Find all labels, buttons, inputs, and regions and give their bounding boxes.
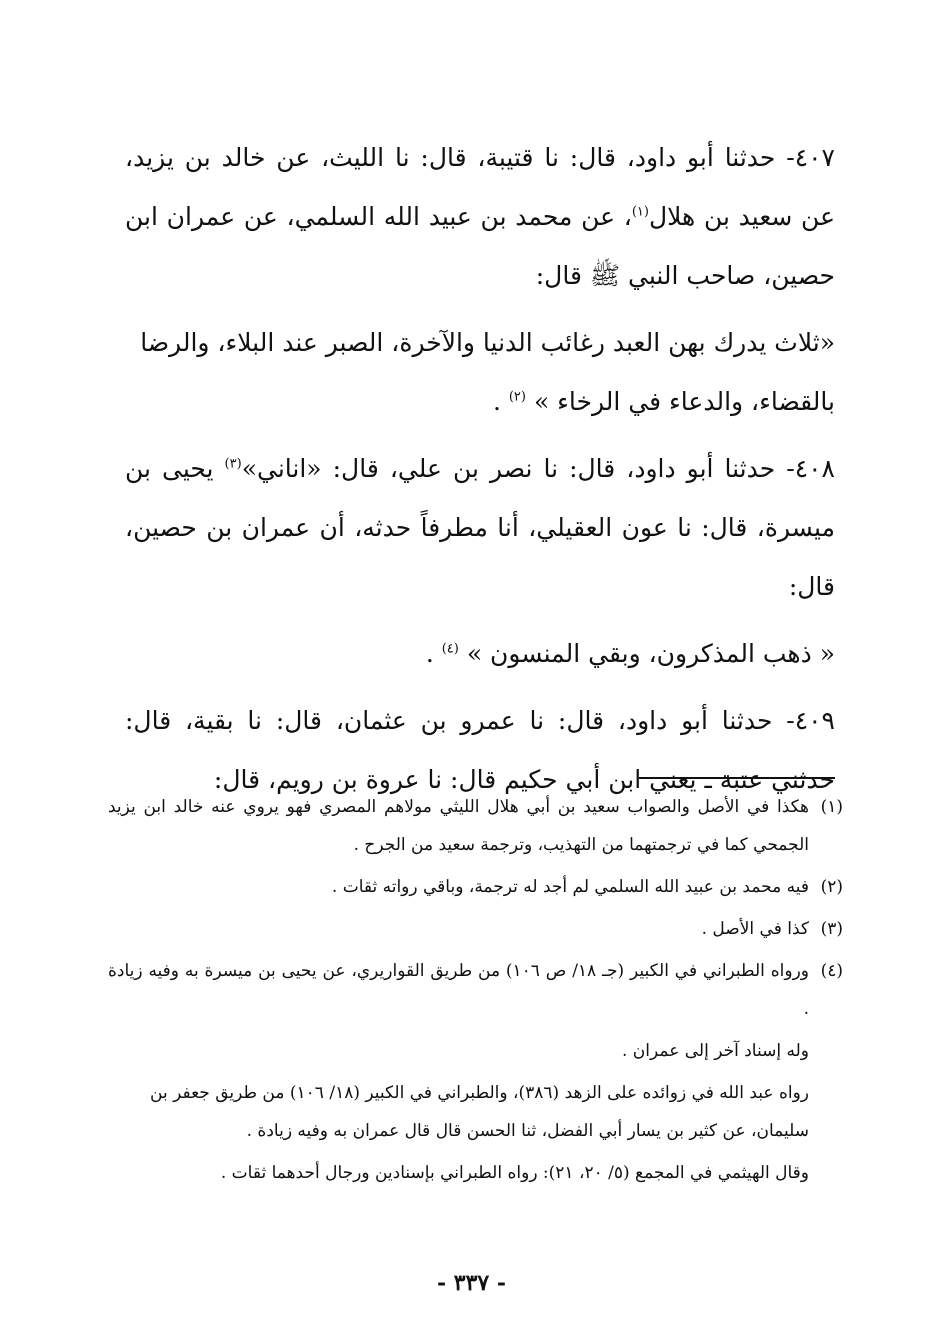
footnote-ref-4: (٤) xyxy=(441,641,459,657)
footnote-number: (٣) xyxy=(820,919,843,939)
hadith-408-quote: « ذهب المذكرون، وبقي المنسون » $^{(٤)}$ . xyxy=(425,639,835,668)
footnote-continuation: وقال الهيثمي في المجمع (٥/ ٢٠، ٢١): رواه الطبراني بإسنادين ورجال أحدهما ثقات . xyxy=(220,1163,809,1183)
hadith-407-quote: «ثلاث يدرك بهن العبد رغائب الدنيا والآخرة، الصبر عند البلاء، والرضا بالقضاء، والدعاء في الرخاء » $^{(٢)}$ . xyxy=(140,328,835,416)
footnote-ref-2: (٢) xyxy=(508,389,526,405)
footnote-3 xyxy=(108,910,843,948)
footnote-ref-1: (١) xyxy=(631,204,649,220)
footnotes xyxy=(108,788,843,1196)
hadith-407: ٤٠٧- حدثنا أبو داود، قال: نا قتيبة، قال: نا الليث، عن خالد بن يزيد، عن سعيد بن هلال$^{(١)}$، عن محمد بن عبيد الله السلمي، عن عمران ابن حصين، صاحب النبي ﷺ قال: xyxy=(125,143,836,290)
hadith-408: ٤٠٨- حدثنا أبو داود، قال: نا نصر بن علي، قال: «اناني»$^{(٣)}$ يحيى بن ميسرة، قال: نا عون العقيلي، أنا مطرفاً حدثه، أن عمران بن حصين، قال: xyxy=(125,454,835,601)
main-text xyxy=(125,128,835,817)
footnote-text: ورواه الطبراني في الكبير (جـ ١٨/ ص ١٠٦) من طريق القواريري، عن يحيى بن ميسرة به وفيه زيادة . xyxy=(108,961,809,1019)
footnote-continuation: وله إسناد آخر إلى عمران . xyxy=(621,1041,809,1061)
footnote-number: (٢) xyxy=(820,877,843,897)
footnote-1 xyxy=(108,788,843,864)
footnote-continuation: رواه عبد الله في زوائده على الزهد (٣٨٦)، والطبراني في الكبير (١٨/ ١٠٦) من طريق جعفر بن سليمان، عن كثير بن يسار أبي الفضل، ثنا الحسن قال قال عمران به وفيه زيادة . xyxy=(150,1083,809,1141)
footnote-4 xyxy=(108,952,843,1028)
footnote-number: (٤) xyxy=(820,961,843,981)
footnote-text: كذا في الأصل . xyxy=(701,919,809,939)
footnote-ref-3: (٣) xyxy=(224,456,242,472)
footnote-number: (١) xyxy=(820,797,843,817)
footnote-divider xyxy=(639,777,835,779)
page-number: - ٣٣٧ - xyxy=(436,1270,507,1296)
hadith-409: ٤٠٩- حدثنا أبو داود، قال: نا عمرو بن عثمان، قال: نا بقية، قال: حدثني عتبة ـ يعني ابن أبي حكيم قال: نا عروة بن رويم، قال: xyxy=(125,706,835,794)
footnote-2 xyxy=(108,868,843,906)
footnote-text: فيه محمد بن عبيد الله السلمي لم أجد له ترجمة، وباقي رواته ثقات . xyxy=(331,877,809,897)
footnote-text: هكذا في الأصل والصواب سعيد بن أبي هلال الليثي مولاهم المصري فهو يروي عنه خالد ابن يزيد الجمحي كما في ترجمتهما من التهذيب، وترجمة سعيد من الجرح . xyxy=(108,797,809,855)
